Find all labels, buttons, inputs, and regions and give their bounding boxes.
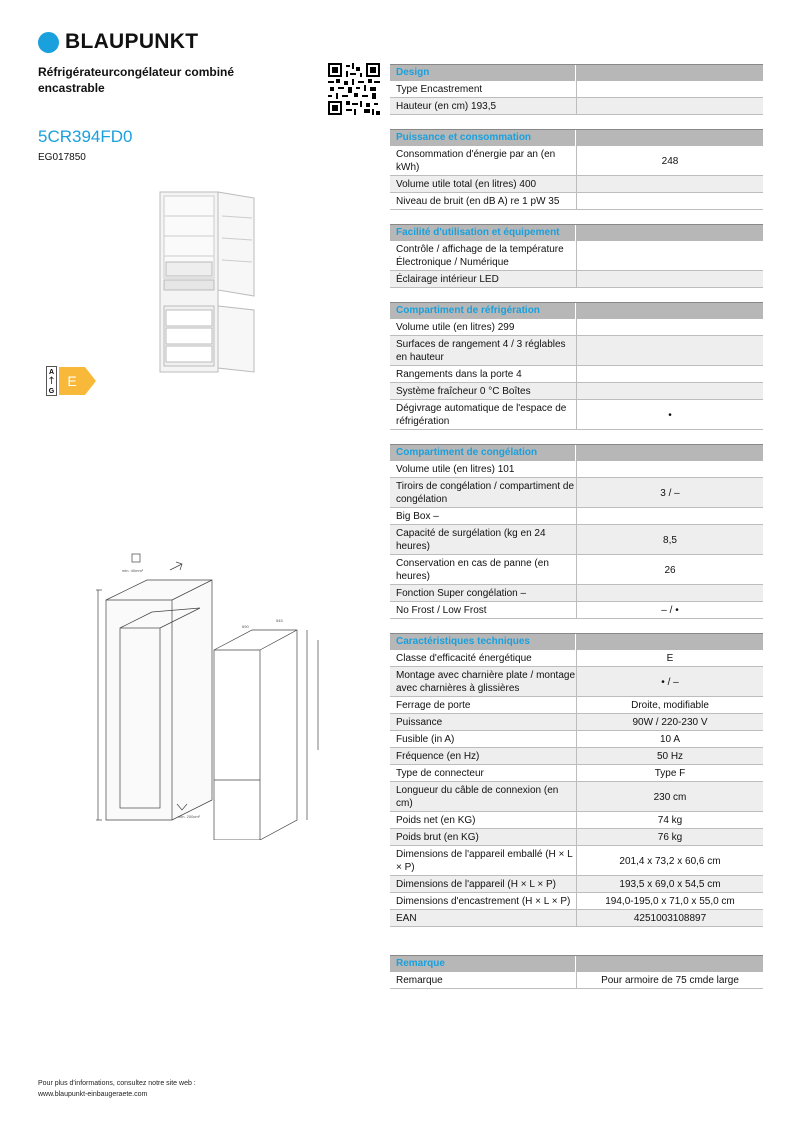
energy-scale-bottom: G — [48, 388, 55, 395]
spec-value: 76 kg — [576, 829, 763, 845]
footer-text: Pour plus d'informations, consultez notre site web : — [38, 1080, 196, 1087]
spec-row — [390, 241, 763, 271]
spec-value — [576, 81, 763, 97]
spec-value — [576, 193, 763, 209]
section-header — [390, 444, 763, 461]
spec-value — [576, 461, 763, 477]
spec-label: Surfaces de rangement 4 / 3 réglables en hauteur — [396, 339, 566, 363]
spec-row — [390, 812, 763, 829]
spec-label: Volume utile total (en litres) 400 — [396, 179, 537, 190]
spec-label: Dégivrage automatique de l'espace de réfrigération — [396, 403, 567, 427]
spec-label: Poids brut (en KG) — [396, 832, 479, 843]
qr-code-icon — [328, 63, 380, 115]
spec-value — [576, 383, 763, 399]
spec-row — [390, 319, 763, 336]
section-title: Design — [390, 65, 576, 81]
spec-section — [390, 955, 763, 989]
spec-value: • — [576, 400, 763, 429]
spec-row — [390, 193, 763, 210]
brand-logo — [38, 30, 198, 54]
spec-value — [576, 98, 763, 114]
spec-label: Dimensions d'encastrement (H × L × P) — [396, 896, 571, 907]
model-number: 5CR394FD0 — [38, 127, 133, 146]
spec-value: Type F — [576, 765, 763, 781]
spec-value — [576, 176, 763, 192]
spec-label: Ferrage de porte — [396, 700, 471, 711]
spec-value: 10 A — [576, 731, 763, 747]
spec-label: Dimensions de l'appareil (H × L × P) — [396, 879, 556, 890]
spec-value: 201,4 x 73,2 x 60,6 cm — [576, 846, 763, 875]
dim-label: 545 — [276, 618, 283, 623]
spec-label: Hauteur (en cm) 193,5 — [396, 101, 497, 112]
spec-value: Droite, modifiable — [576, 697, 763, 713]
spec-label: No Frost / Low Frost — [396, 605, 487, 616]
energy-scale-top: A — [48, 369, 55, 376]
section-header — [390, 302, 763, 319]
footer-url[interactable]: www.blaupunkt-einbaugeraete.com — [38, 1091, 148, 1098]
spec-section — [390, 444, 763, 619]
spec-row — [390, 910, 763, 927]
spec-value — [576, 271, 763, 287]
spec-row — [390, 383, 763, 400]
spec-label: Fréquence (en Hz) — [396, 751, 480, 762]
spec-label: Tiroirs de congélation / compartiment de congélation — [396, 481, 575, 505]
spec-row — [390, 336, 763, 366]
spec-row — [390, 555, 763, 585]
section-title: Caractéristiques techniques — [390, 634, 576, 650]
section-title: Facilité d'utilisation et équipement — [390, 225, 576, 241]
section-title: Remarque — [390, 956, 576, 972]
spec-label: Niveau de bruit (en dB A) re 1 pW 35 — [396, 196, 560, 207]
spec-section — [390, 129, 763, 210]
spec-value: – / • — [576, 602, 763, 618]
spec-label: Éclairage intérieur LED — [396, 274, 499, 285]
section-header — [390, 955, 763, 972]
installation-dimensions-diagram — [92, 550, 332, 840]
product-title: Réfrigérateurcongélateur combiné encastrable — [38, 65, 235, 95]
spec-label: Remarque — [396, 975, 443, 986]
spec-label: Classe d'efficacité énergétique — [396, 653, 532, 664]
product-code: EG017850 — [38, 152, 86, 163]
spec-value — [576, 241, 763, 270]
spec-row — [390, 765, 763, 782]
spec-label: Dimensions de l'appareil emballé (H × L × P) — [396, 849, 573, 873]
spec-row — [390, 697, 763, 714]
spec-value: E — [576, 650, 763, 666]
spec-row — [390, 508, 763, 525]
brand-name: BLAUPUNKT — [65, 30, 199, 53]
spec-value: 26 — [576, 555, 763, 584]
spec-row — [390, 602, 763, 619]
spec-label: Conservation en cas de panne (en heures) — [396, 558, 549, 582]
spec-row — [390, 478, 763, 508]
spec-value — [576, 366, 763, 382]
logo-dot-icon — [38, 32, 59, 53]
spec-label: Consommation d'énergie par an (en kWh) — [396, 149, 556, 173]
spec-row — [390, 972, 763, 989]
spec-label: Type Encastrement — [396, 84, 483, 95]
spec-label: Puissance — [396, 717, 443, 728]
spec-row — [390, 876, 763, 893]
spec-value: 8,5 — [576, 525, 763, 554]
spec-row — [390, 585, 763, 602]
spec-table — [390, 64, 763, 1003]
spec-row — [390, 846, 763, 876]
spec-row — [390, 667, 763, 697]
spec-value — [576, 336, 763, 365]
spec-value — [576, 319, 763, 335]
spec-value: • / – — [576, 667, 763, 696]
section-header — [390, 64, 763, 81]
spec-value — [576, 585, 763, 601]
spec-section — [390, 302, 763, 430]
spec-value: 50 Hz — [576, 748, 763, 764]
spec-row — [390, 146, 763, 176]
spec-section — [390, 64, 763, 115]
spec-value: 4251003108897 — [576, 910, 763, 926]
spec-label: Système fraîcheur 0 °C Boîtes — [396, 386, 531, 397]
spec-row — [390, 731, 763, 748]
spec-row — [390, 714, 763, 731]
spec-row — [390, 650, 763, 667]
section-header — [390, 129, 763, 146]
spec-label: Volume utile (en litres) 101 — [396, 464, 515, 475]
spec-section — [390, 224, 763, 288]
spec-value: 230 cm — [576, 782, 763, 811]
fridge-photo — [158, 186, 256, 376]
energy-class: E — [67, 373, 77, 389]
section-title: Compartiment de réfrigération — [390, 303, 576, 319]
spec-label: Longueur du câble de connexion (en cm) — [396, 785, 559, 809]
spec-value: 74 kg — [576, 812, 763, 828]
spec-row — [390, 461, 763, 478]
spec-label: Contrôle / affichage de la température Électronique / Numérique — [396, 244, 564, 268]
spec-label: Montage avec charnière plate / montage avec charnières à glissières — [396, 670, 575, 694]
spec-value — [576, 508, 763, 524]
spec-label: Rangements dans la porte 4 — [396, 369, 522, 380]
spec-row — [390, 525, 763, 555]
spec-value: 194,0-195,0 x 71,0 x 55,0 cm — [576, 893, 763, 909]
spec-label: EAN — [396, 913, 417, 924]
section-title: Compartiment de congélation — [390, 445, 576, 461]
dim-label: min. 40mm² — [122, 568, 144, 573]
spec-label: Poids net (en KG) — [396, 815, 476, 826]
spec-value: 90W / 220-230 V — [576, 714, 763, 730]
section-header — [390, 224, 763, 241]
dim-label: min. 200cm² — [178, 814, 201, 819]
dim-label: 690 — [242, 624, 249, 629]
spec-row — [390, 271, 763, 288]
spec-label: Fusible (in A) — [396, 734, 455, 745]
spec-label: Capacité de surgélation (kg en 24 heures) — [396, 528, 546, 552]
spec-value: 3 / – — [576, 478, 763, 507]
spec-row — [390, 366, 763, 383]
spec-row — [390, 829, 763, 846]
spec-value: Pour armoire de 75 cmde large — [576, 972, 763, 988]
spec-section — [390, 633, 763, 927]
spec-row — [390, 81, 763, 98]
spec-label: Big Box – — [396, 511, 439, 522]
spec-row — [390, 98, 763, 115]
spec-label: Volume utile (en litres) 299 — [396, 322, 515, 333]
section-title: Puissance et consommation — [390, 130, 576, 146]
spec-row — [390, 782, 763, 812]
spec-label: Fonction Super congélation – — [396, 588, 527, 599]
spec-value: 193,5 x 69,0 x 54,5 cm — [576, 876, 763, 892]
energy-label — [46, 366, 98, 401]
spec-row — [390, 400, 763, 430]
section-header — [390, 633, 763, 650]
footer — [38, 1078, 196, 1100]
spec-row — [390, 748, 763, 765]
spec-label: Type de connecteur — [396, 768, 484, 779]
spec-row — [390, 176, 763, 193]
spec-row — [390, 893, 763, 910]
spec-value: 248 — [576, 146, 763, 175]
